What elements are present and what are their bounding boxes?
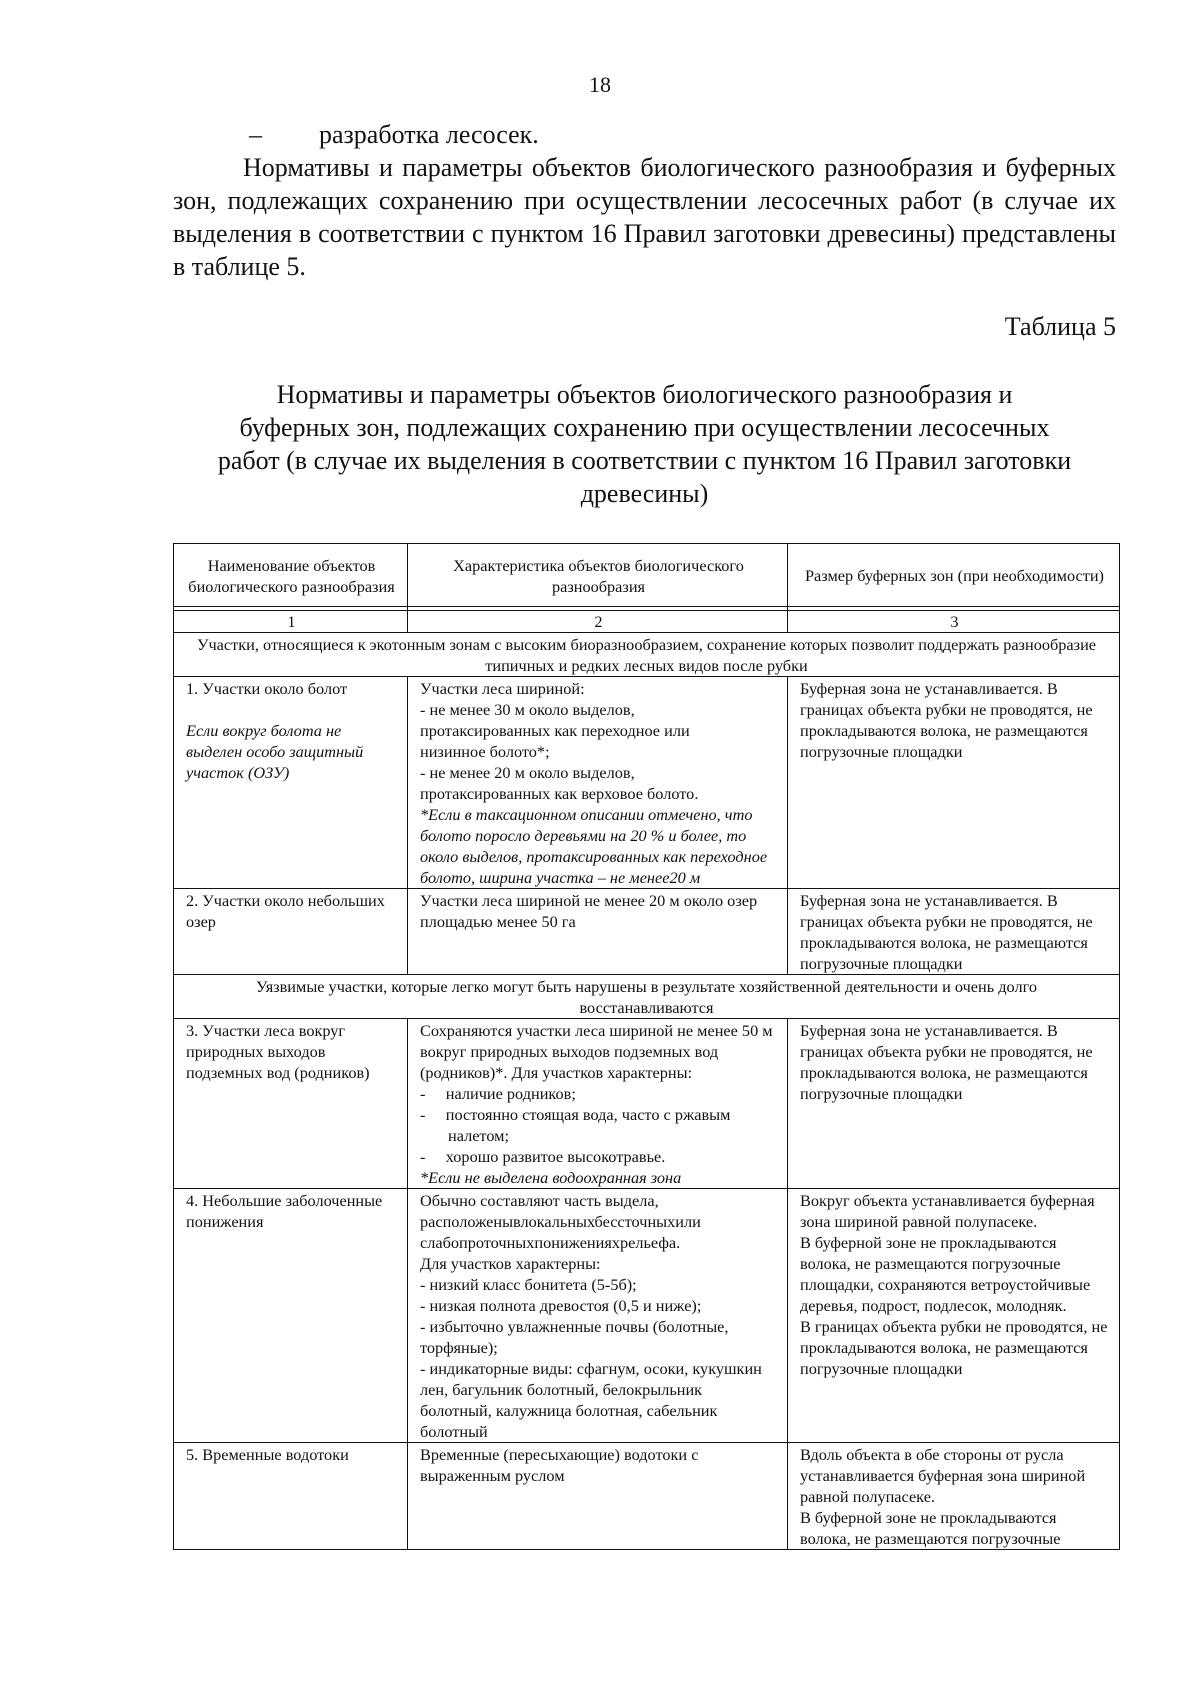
characteristic-cell: Участки леса шириной не менее 20 м около озер площадью менее 50 га — [408, 889, 788, 975]
characteristic-line: низинное болото*; — [420, 742, 550, 761]
characteristic-note: *Если не выделена водоохранная зона — [420, 1168, 682, 1187]
table-label: Таблица 5 — [1004, 312, 1116, 341]
page-number: 18 — [589, 72, 611, 97]
column-number: 2 — [408, 611, 788, 633]
table-row — [174, 1189, 1120, 1443]
characteristic-item: - индикаторные виды: сфагнум, осоки, кукушкин лен, багульник болотный, белокрыльник болотный, калужница болотная, сабельник болотный — [420, 1359, 762, 1441]
buffer-cell: Буферная зона не устанавливается. В границах объекта рубки не проводятся, не прокладываются волока, не размещаются погрузочные площадки — [788, 677, 1120, 889]
dash-item-text: разработка лесосек. — [319, 120, 539, 149]
buffer-paragraph: В буферной зоне не прокладываются волока, не размещаются погрузочные — [800, 1508, 1061, 1548]
characteristic-intro: Сохраняются участки леса шириной не менее 50 м вокруг природных выходов подземных вод (родников)*. Для участков характерны: — [420, 1021, 773, 1082]
column-number: 3 — [788, 611, 1120, 633]
characteristic-cell — [408, 677, 788, 889]
column-number: 1 — [174, 611, 408, 633]
characteristic-bullet: - наличие родников; — [420, 1084, 576, 1103]
header-name: Наименование объектов биологического разнообразия — [174, 544, 408, 607]
buffer-paragraph: В границах объекта рубки не проводятся, не прокладываются волока, не размещаются погрузочные площадки — [800, 1317, 1108, 1378]
buffer-paragraph: В буферной зоне не прокладываются волока, не размещаются погрузочные площадки, сохраняются ветроустойчивые деревья, подрост, подлесок, молодняк. — [800, 1233, 1091, 1315]
object-name: 3. Участки леса вокруг природных выходов подземных вод (родников) — [174, 1019, 408, 1189]
characteristic-line: протаксированных как переходное или — [420, 721, 690, 740]
object-name-cell — [174, 677, 408, 889]
buffer-cell — [788, 1189, 1120, 1443]
characteristic-bullet: - постоянно стоящая вода, часто с ржавым налетом; — [420, 1105, 731, 1145]
characteristic-item: - низкий класс бонитета (5-5б); — [420, 1275, 637, 1294]
list-item-dash — [173, 118, 1116, 151]
section-row — [174, 633, 1120, 677]
caption-line: древесины) — [580, 479, 709, 508]
characteristic-line: Участки леса шириной: — [420, 679, 585, 698]
table-row — [174, 1019, 1120, 1189]
buffer-cell: Буферная зона не устанавливается. В границах объекта рубки не проводятся, не прокладываются волока, не размещаются погрузочные площадки — [788, 889, 1120, 975]
header-characteristic: Характеристика объектов биологического разнообразия — [408, 544, 788, 607]
characteristic-cell — [408, 1019, 788, 1189]
header-buffer: Размер буферных зон (при необходимости) — [788, 544, 1120, 607]
section-heading: Участки, относящиеся к экотонным зонам с высоким биоразнообразием, сохранение которых позволит поддержать разнообразие типичных и редких лесных видов после рубки — [174, 633, 1120, 677]
section-row — [174, 975, 1120, 1019]
table-row — [174, 1443, 1120, 1550]
characteristic-cell: Временные (пересыхающие) водотоки с выраженным руслом — [408, 1443, 788, 1550]
characteristic-item: - избыточно увлажненные почвы (болотные, торфяные); — [420, 1317, 729, 1357]
buffer-paragraph: Вокруг объекта устанавливается буферная зона шириной равной полупасеке. — [800, 1191, 1095, 1231]
caption-line: работ (в случае их выделения в соответствии с пунктом 16 Правил заготовки — [217, 446, 1072, 475]
caption-line: буферных зон, подлежащих сохранению при осуществлении лесосечных — [239, 413, 1050, 442]
characteristic-line: протаксированных как верховое болото. — [420, 784, 699, 803]
column-number-row — [174, 611, 1120, 633]
dash-marker: – — [249, 120, 262, 149]
characteristic-line: - не менее 20 м около выделов, — [420, 763, 635, 782]
characteristic-line: - не менее 30 м около выделов, — [420, 700, 635, 719]
object-name: 1. Участки около болот — [186, 679, 348, 698]
object-name: 2. Участки около небольших озер — [174, 889, 408, 975]
characteristic-item: - низкая полнота древостоя (0,5 и ниже); — [420, 1296, 702, 1315]
characteristic-note: *Если в таксационном описании отмечено, что болото поросло деревьями на 20 % и более, то около выделов, протаксированных как переходное болото, ширина участка – не менее20 м — [420, 805, 768, 887]
characteristic-subheading: Для участков характерны: — [420, 1254, 601, 1273]
table-row — [174, 889, 1120, 975]
characteristic-intro: Обычно составляют часть выдела, расположенывлокальныхбессточныхили слабопроточныхпониженияхрельефа. — [420, 1191, 701, 1252]
characteristic-bullet: - хорошо развитое высокотравье. — [420, 1147, 666, 1166]
object-name-note: Если вокруг болота не выделен особо защитный участок (ОЗУ) — [186, 721, 364, 782]
section-heading: Уязвимые участки, которые легко могут быть нарушены в результате хозяйственной деятельности и очень долго восстанавливаются — [174, 975, 1120, 1019]
buffer-paragraph: Вдоль объекта в обе стороны от русла устанавливается буферная зона шириной равной полупасеке. — [800, 1445, 1086, 1506]
object-name: 5. Временные водотоки — [174, 1443, 408, 1550]
buffer-cell — [788, 1443, 1120, 1550]
table-row — [174, 677, 1120, 889]
table-header-row — [174, 544, 1120, 607]
characteristic-cell — [408, 1189, 788, 1443]
biodiversity-table — [173, 543, 1120, 1550]
object-name: 4. Небольшие заболоченные понижения — [174, 1189, 408, 1443]
buffer-cell: Буферная зона не устанавливается. В границах объекта рубки не проводятся, не прокладываются волока, не размещаются погрузочные площадки — [788, 1019, 1120, 1189]
intro-paragraph: Нормативы и параметры объектов биологического разнообразия и буферных зон, подлежащих сохранению при осуществлении лесосечных работ (в случае их выделения в соответствии с пунктом 16 Правил заготовки древесины) представлены в таблице 5. — [173, 153, 1116, 281]
caption-line: Нормативы и параметры объектов биологического разнообразия и — [276, 380, 1013, 409]
table-caption — [173, 378, 1116, 510]
